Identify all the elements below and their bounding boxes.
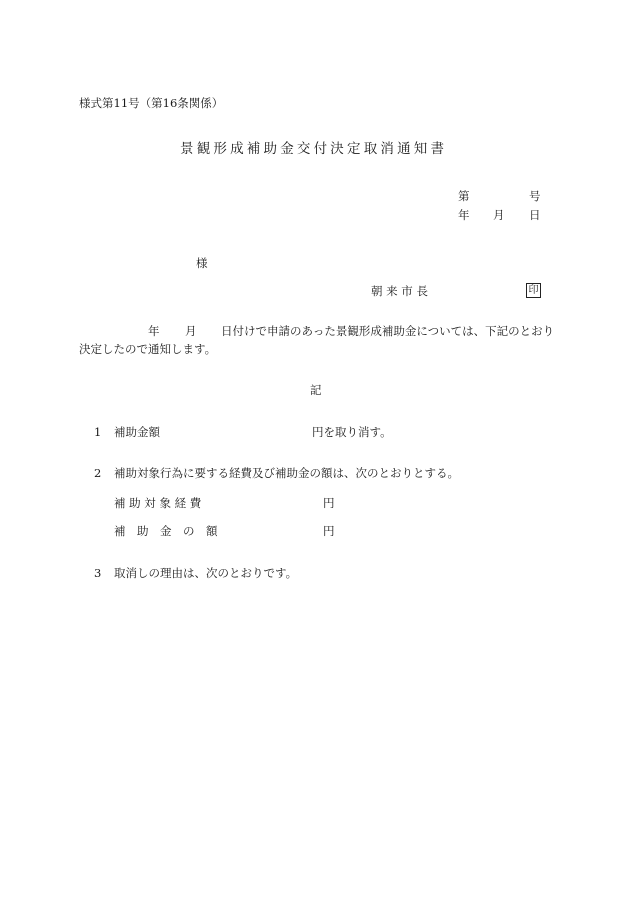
body-line2: 決定したので通知します。 <box>79 342 217 356</box>
item-2-number: 2 <box>94 466 102 480</box>
form-number: 様式第11号（第16条関係） <box>79 96 224 110</box>
doc-number-prefix: 第 <box>458 189 470 203</box>
document-title: 景観形成補助金交付決定取消通知書 <box>180 141 448 157</box>
sub-item-2-unit: 円 <box>323 524 335 538</box>
item-3-label: 取消しの理由は、次のとおりです。 <box>114 566 298 580</box>
sub-item-1-label: 補 助 対 象 経 費 <box>114 496 202 510</box>
seal-stamp: 印 <box>526 283 541 298</box>
item-1-number: 1 <box>94 425 102 439</box>
body-month: 月 <box>185 324 197 338</box>
body-line1-rest: 日付けで申請のあった景観形成補助金については、下記のとおり <box>221 324 555 338</box>
sub-item-2-label: 補 助 金 の 額 <box>114 524 218 538</box>
doc-number-suffix: 号 <box>529 189 541 203</box>
addressee-suffix: 様 <box>196 256 208 270</box>
date-year: 年 <box>458 208 470 222</box>
item-2-label: 補助対象行為に要する経費及び補助金の額は、次のとおりとする。 <box>114 466 459 480</box>
item-3-number: 3 <box>94 566 102 580</box>
item-1-tail: 円を取り消す。 <box>312 425 392 439</box>
ki-heading: 記 <box>310 383 322 397</box>
date-day: 日 <box>529 208 541 222</box>
issuer-name: 朝 来 市 長 <box>371 284 428 298</box>
sub-item-1-unit: 円 <box>323 496 335 510</box>
body-year: 年 <box>148 324 160 338</box>
item-1-label: 補助金額 <box>114 425 160 439</box>
date-month: 月 <box>493 208 505 222</box>
